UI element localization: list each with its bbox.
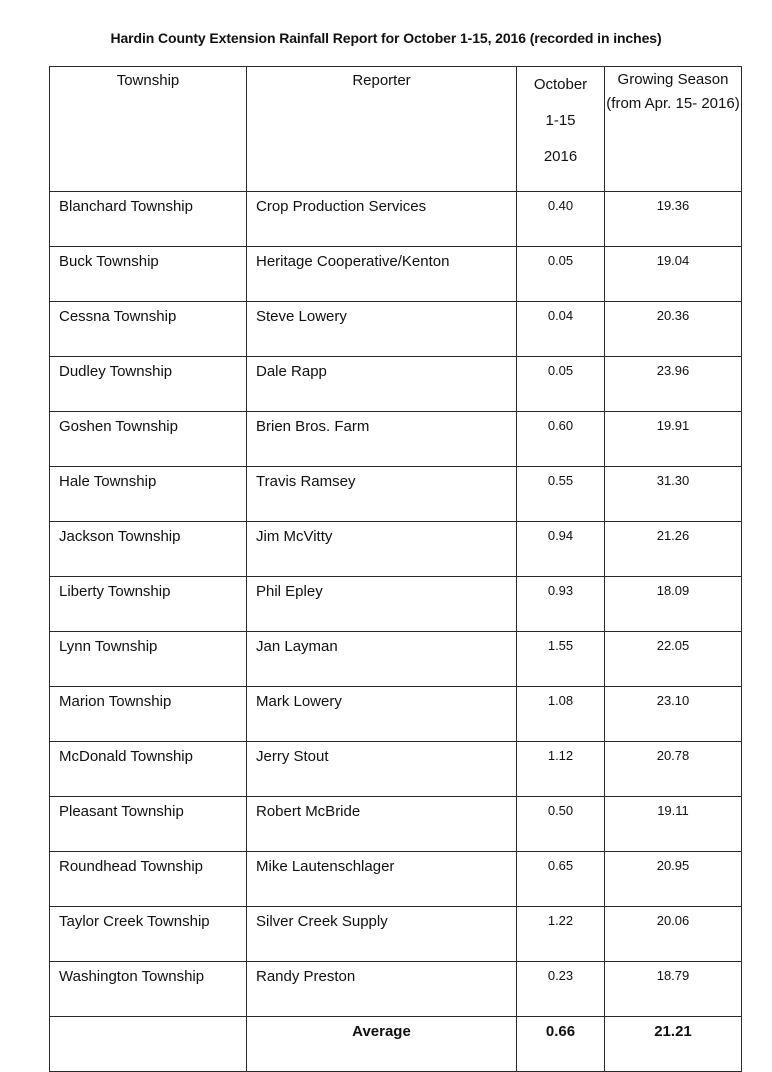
october-rainfall-cell: 0.04 (517, 302, 605, 357)
average-october: 0.66 (517, 1017, 605, 1072)
october-rainfall-cell: 1.08 (517, 687, 605, 742)
rainfall-table (49, 66, 742, 1072)
township-cell: McDonald Township (50, 742, 247, 797)
township-cell: Roundhead Township (50, 852, 247, 907)
average-label: Average (247, 1017, 517, 1072)
table-row (50, 192, 742, 247)
reporter-cell: Jerry Stout (247, 742, 517, 797)
reporter-cell: Jan Layman (247, 632, 517, 687)
township-cell: Dudley Township (50, 357, 247, 412)
header-october (517, 67, 605, 192)
table-row (50, 852, 742, 907)
season-rainfall-cell: 23.10 (605, 687, 742, 742)
township-cell: Marion Township (50, 687, 247, 742)
table-row (50, 302, 742, 357)
season-rainfall-cell: 19.04 (605, 247, 742, 302)
average-row (50, 1017, 742, 1072)
table-row (50, 522, 742, 577)
township-cell: Pleasant Township (50, 797, 247, 852)
reporter-cell: Robert McBride (247, 797, 517, 852)
october-rainfall-cell: 1.12 (517, 742, 605, 797)
october-rainfall-cell: 0.94 (517, 522, 605, 577)
table-row (50, 357, 742, 412)
township-cell: Liberty Township (50, 577, 247, 632)
october-rainfall-cell: 0.40 (517, 192, 605, 247)
table-row (50, 632, 742, 687)
table-row (50, 907, 742, 962)
october-rainfall-cell: 0.05 (517, 247, 605, 302)
table-header-row (50, 67, 742, 192)
township-cell: Goshen Township (50, 412, 247, 467)
reporter-cell: Silver Creek Supply (247, 907, 517, 962)
season-rainfall-cell: 18.79 (605, 962, 742, 1017)
season-rainfall-cell: 19.36 (605, 192, 742, 247)
season-rainfall-cell: 21.26 (605, 522, 742, 577)
table-row (50, 687, 742, 742)
season-rainfall-cell: 18.09 (605, 577, 742, 632)
season-rainfall-cell: 20.78 (605, 742, 742, 797)
reporter-cell: Dale Rapp (247, 357, 517, 412)
reporter-cell: Steve Lowery (247, 302, 517, 357)
township-cell: Jackson Township (50, 522, 247, 577)
october-rainfall-cell: 1.22 (517, 907, 605, 962)
reporter-cell: Travis Ramsey (247, 467, 517, 522)
october-rainfall-cell: 0.50 (517, 797, 605, 852)
reporter-cell: Crop Production Services (247, 192, 517, 247)
season-rainfall-cell: 22.05 (605, 632, 742, 687)
table-row (50, 412, 742, 467)
season-rainfall-cell: 23.96 (605, 357, 742, 412)
season-rainfall-cell: 19.11 (605, 797, 742, 852)
october-rainfall-cell: 0.05 (517, 357, 605, 412)
season-rainfall-cell: 20.36 (605, 302, 742, 357)
township-cell: Hale Township (50, 467, 247, 522)
october-rainfall-cell: 1.55 (517, 632, 605, 687)
header-october-line-2: 1-15 (545, 112, 576, 129)
table-row (50, 742, 742, 797)
reporter-cell: Jim McVitty (247, 522, 517, 577)
table-row (50, 962, 742, 1017)
township-cell: Buck Township (50, 247, 247, 302)
season-rainfall-cell: 20.95 (605, 852, 742, 907)
season-rainfall-cell: 31.30 (605, 467, 742, 522)
october-rainfall-cell: 0.60 (517, 412, 605, 467)
header-township: Township (50, 67, 247, 192)
table-row (50, 467, 742, 522)
season-rainfall-cell: 19.91 (605, 412, 742, 467)
table-row (50, 797, 742, 852)
season-rainfall-cell: 20.06 (605, 907, 742, 962)
township-cell: Blanchard Township (50, 192, 247, 247)
table-row (50, 577, 742, 632)
township-cell: Lynn Township (50, 632, 247, 687)
october-rainfall-cell: 0.93 (517, 577, 605, 632)
reporter-cell: Randy Preston (247, 962, 517, 1017)
average-season: 21.21 (605, 1017, 742, 1072)
october-rainfall-cell: 0.65 (517, 852, 605, 907)
reporter-cell: Heritage Cooperative/Kenton (247, 247, 517, 302)
october-rainfall-cell: 0.23 (517, 962, 605, 1017)
township-cell: Taylor Creek Township (50, 907, 247, 962)
reporter-cell: Mark Lowery (247, 687, 517, 742)
reporter-cell: Phil Epley (247, 577, 517, 632)
township-cell: Washington Township (50, 962, 247, 1017)
reporter-cell: Mike Lautenschlager (247, 852, 517, 907)
october-rainfall-cell: 0.55 (517, 467, 605, 522)
table-row (50, 247, 742, 302)
rainfall-table-body (50, 67, 742, 1072)
header-reporter: Reporter (247, 67, 517, 192)
header-october-line-3: 2016 (543, 148, 578, 165)
average-empty-cell (50, 1017, 247, 1072)
header-growing-season: Growing Season (from Apr. 15- 2016) (605, 67, 742, 192)
reporter-cell: Brien Bros. Farm (247, 412, 517, 467)
report-title: Hardin County Extension Rainfall Report for October 1-15, 2016 (recorded in inches) (110, 30, 662, 46)
header-october-line-1: October (533, 76, 588, 93)
township-cell: Cessna Township (50, 302, 247, 357)
